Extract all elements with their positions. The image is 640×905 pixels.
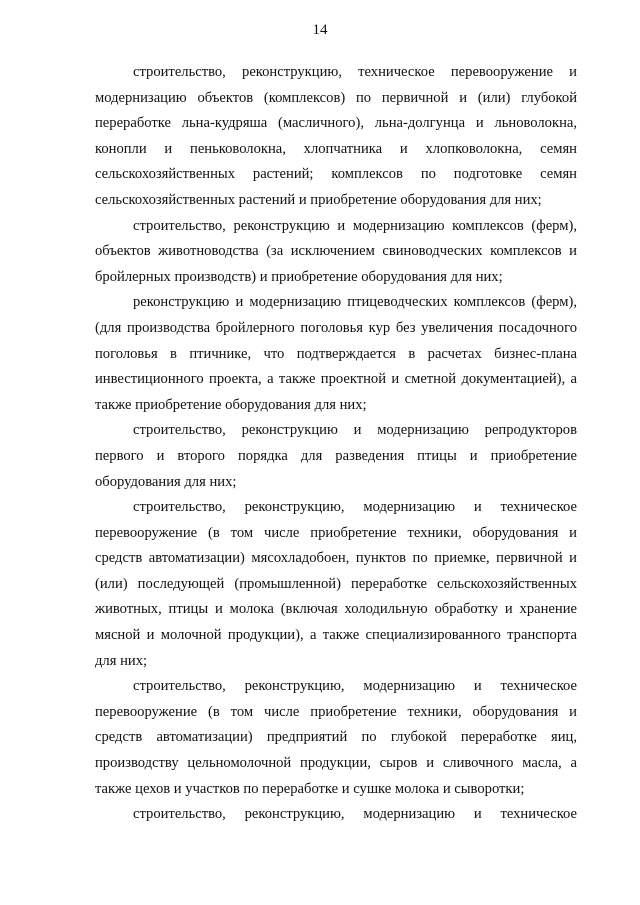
paragraph: реконструкцию и модернизацию птицеводческих комплексов (ферм), (для производства бройлерного поголовья кур без увеличения посадочного поголовья в птичнике, что подтверждается в расчетах бизнес-плана инвестиционного проекта, а также проектной и сметной документацией), а также приобретение оборудования для них; — [95, 294, 577, 413]
paragraph: строительство, реконструкцию и модернизацию репродукторов первого и второго порядка для разведения птицы и приобретение оборудования для них; — [95, 422, 577, 490]
paragraph: строительство, реконструкцию, модернизацию и техническое перевооружение (в том числе приобретение техники, оборудования и средств автоматизации) предприятий по глубокой переработке яиц, производству цельномолочной продукции, сыров и сливочного масла, а также цехов и участков по переработке и сушке молока и сыворотки; — [95, 678, 577, 797]
page-number: 14 — [312, 22, 328, 38]
document-body — [95, 60, 577, 828]
paragraph: строительство, реконструкцию, модернизацию и техническое перевооружение (в том числе приобретение техники, оборудования и средств автоматизации) мясохладобоен, пунктов по приемке, первичной и (или) последующей (промышленной) переработке сельскохозяйственных животных, птицы и молока (включая холодильную обработку и хранение мясной и молочной продукции), а также специализированного транспорта для них; — [95, 499, 577, 669]
paragraph: строительство, реконструкцию и модернизацию комплексов (ферм), объектов животноводства (за исключением свиноводческих комплексов и бройлерных производств) и приобретение оборудования для них; — [95, 217, 577, 285]
paragraph: строительство, реконструкцию, техническое перевооружение и модернизацию объектов (комплексов) по первичной и (или) глубокой переработке льна-кудряша (масличного), льна-долгунца и льноволокна, конопли и пеньковолокна, хлопчатника и хлопковолокна, семян сельскохозяйственных растений; комплексов по подготовке семян сельскохозяйственных растений и приобретение оборудования для них; — [95, 64, 577, 208]
paragraph: строительство, реконструкцию, модернизацию и техническое — [133, 806, 577, 823]
